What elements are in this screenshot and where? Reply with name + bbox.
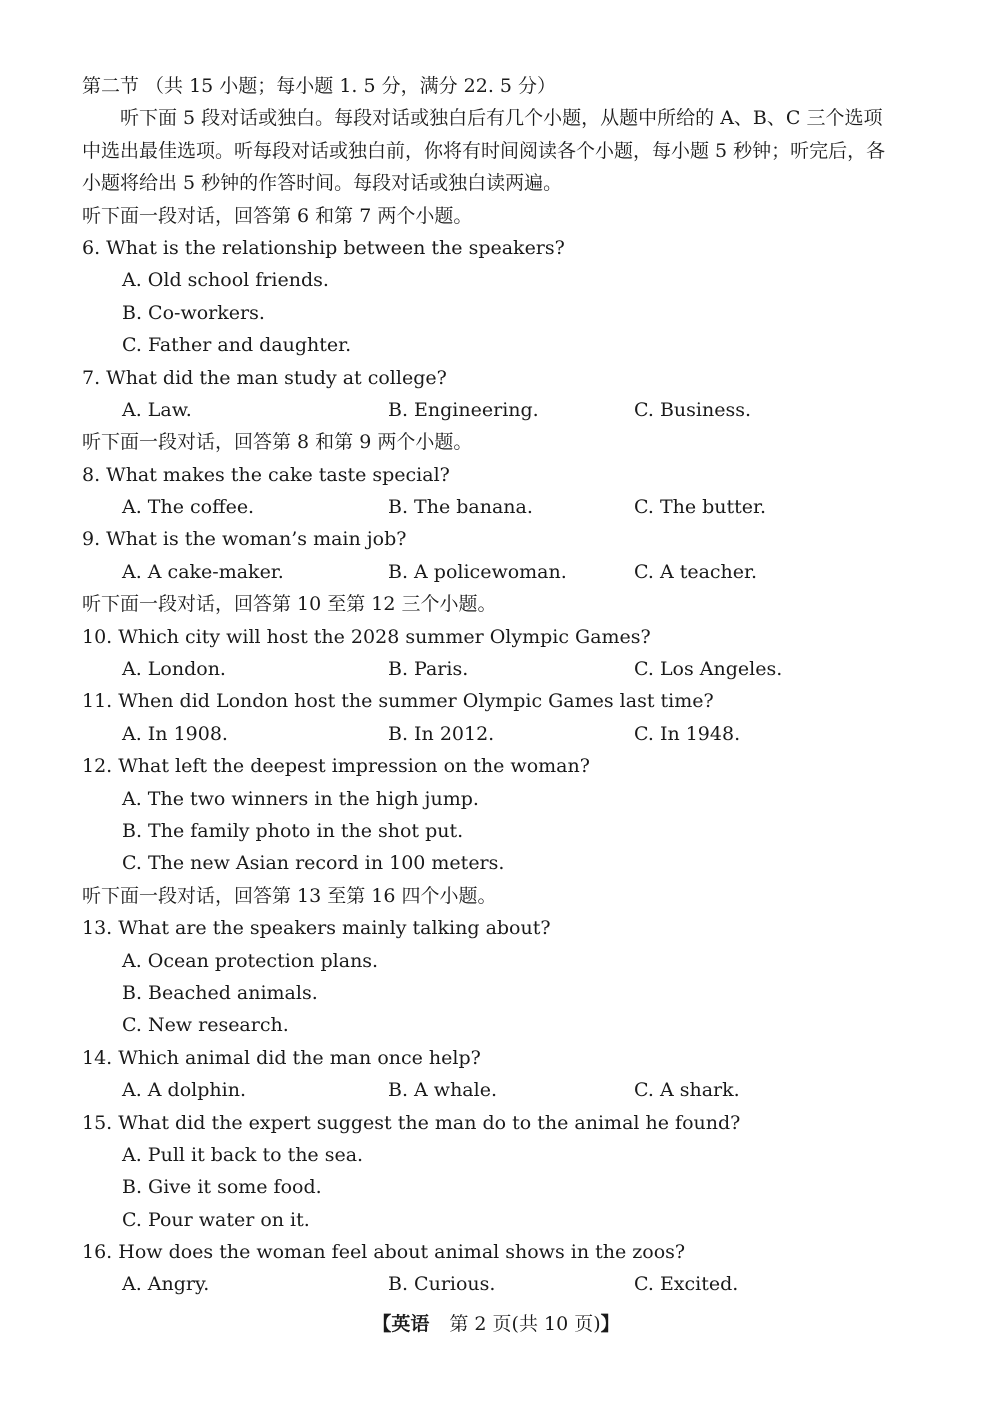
footer-page-number: 第 2 页(共 10 页) (449, 1313, 601, 1335)
option-c: C. Pour water on it. (122, 1208, 310, 1231)
option-a: A. Law. (122, 398, 192, 421)
section-title: 第二节 （共 15 小题；每小题 1. 5 分，满分 22. 5 分） (82, 75, 557, 97)
option-b: B. A policewoman. (388, 560, 567, 583)
option-b: B. The banana. (388, 496, 533, 519)
option-b: B. The family photo in the shot put. (122, 819, 464, 842)
option-c: C. Los Angeles. (634, 658, 783, 681)
question-stem: 10. Which city will host the 2028 summer Olympic Games? (82, 625, 651, 648)
options-row (82, 653, 922, 685)
options-row (82, 718, 922, 750)
footer-close-bracket: 】 (600, 1313, 620, 1335)
option-b: B. Give it some food. (122, 1176, 322, 1199)
group-lead: 听下面一段对话，回答第 10 至第 12 三个小题。 (82, 593, 497, 616)
option-b: B. A whale. (388, 1079, 497, 1102)
question-stem: 14. Which animal did the man once help? (82, 1046, 481, 1069)
option-b: B. Curious. (388, 1273, 496, 1296)
option-c: C. Father and daughter. (122, 334, 352, 357)
group-lead: 听下面一段对话，回答第 8 和第 9 两个小题。 (82, 431, 473, 454)
option-b: B. Co-workers. (122, 301, 265, 324)
option-b: B. Paris. (388, 658, 469, 681)
option-a: A. Pull it back to the sea. (122, 1143, 364, 1166)
question-stem: 15. What did the expert suggest the man do to the animal he found? (82, 1111, 741, 1134)
question-stem: 9. What is the woman’s main job? (82, 528, 407, 551)
option-a: A. The two winners in the high jump. (122, 787, 479, 810)
option-b: B. Engineering. (388, 398, 539, 421)
instructions-line-2: 中选出最佳选项。听每段对话或独白前，你将有时间阅读各个小题，每小题 5 秒钟；听完后，各 (82, 139, 886, 162)
option-a: A. In 1908. (122, 722, 228, 745)
options-row (82, 394, 922, 426)
question-stem: 11. When did London host the summer Olympic Games last time? (82, 690, 714, 713)
option-a: A. Ocean protection plans. (122, 949, 379, 972)
group-lead: 听下面一段对话，回答第 6 和第 7 两个小题。 (82, 204, 473, 227)
question-stem: 12. What left the deepest impression on the woman? (82, 755, 590, 778)
option-c: C. The new Asian record in 100 meters. (122, 852, 505, 875)
footer-open-bracket: 【 (372, 1313, 392, 1335)
options-row (82, 491, 922, 523)
footer-subject: 英语 (391, 1313, 430, 1335)
option-a: A. A dolphin. (122, 1079, 246, 1102)
instructions-line-1: 听下面 5 段对话或独白。每段对话或独白后有几个小题，从题中所给的 A、B、C 三个选项 (120, 107, 883, 130)
instructions-line-3: 小题将给出 5 秒钟的作答时间。每段对话或独白读两遍。 (82, 172, 563, 195)
option-c: C. In 1948. (634, 722, 741, 745)
exam-page (82, 70, 922, 1301)
question-stem: 16. How does the woman feel about animal shows in the zoos? (82, 1241, 686, 1264)
options-row (82, 1074, 922, 1106)
question-stem: 7. What did the man study at college? (82, 366, 447, 389)
page-footer (0, 1308, 992, 1340)
option-c: C. The butter. (634, 496, 767, 519)
question-stem: 8. What makes the cake taste special? (82, 463, 450, 486)
option-a: A. Old school friends. (122, 269, 329, 292)
option-c: C. New research. (122, 1014, 289, 1037)
options-row (82, 556, 922, 588)
question-stem: 13. What are the speakers mainly talking about? (82, 917, 551, 940)
option-c: C. A teacher. (634, 560, 758, 583)
option-a: A. Angry. (122, 1273, 210, 1296)
option-a: A. London. (122, 658, 226, 681)
option-c: C. A shark. (634, 1079, 740, 1102)
option-b: B. In 2012. (388, 722, 495, 745)
question-stem: 6. What is the relationship between the speakers? (82, 236, 565, 259)
option-c: C. Business. (634, 398, 751, 421)
option-b: B. Beached animals. (122, 981, 318, 1004)
option-c: C. Excited. (634, 1273, 739, 1296)
group-lead: 听下面一段对话，回答第 13 至第 16 四个小题。 (82, 884, 497, 907)
option-a: A. A cake-maker. (122, 560, 284, 583)
options-row (82, 1268, 922, 1300)
option-a: A. The coffee. (122, 496, 255, 519)
